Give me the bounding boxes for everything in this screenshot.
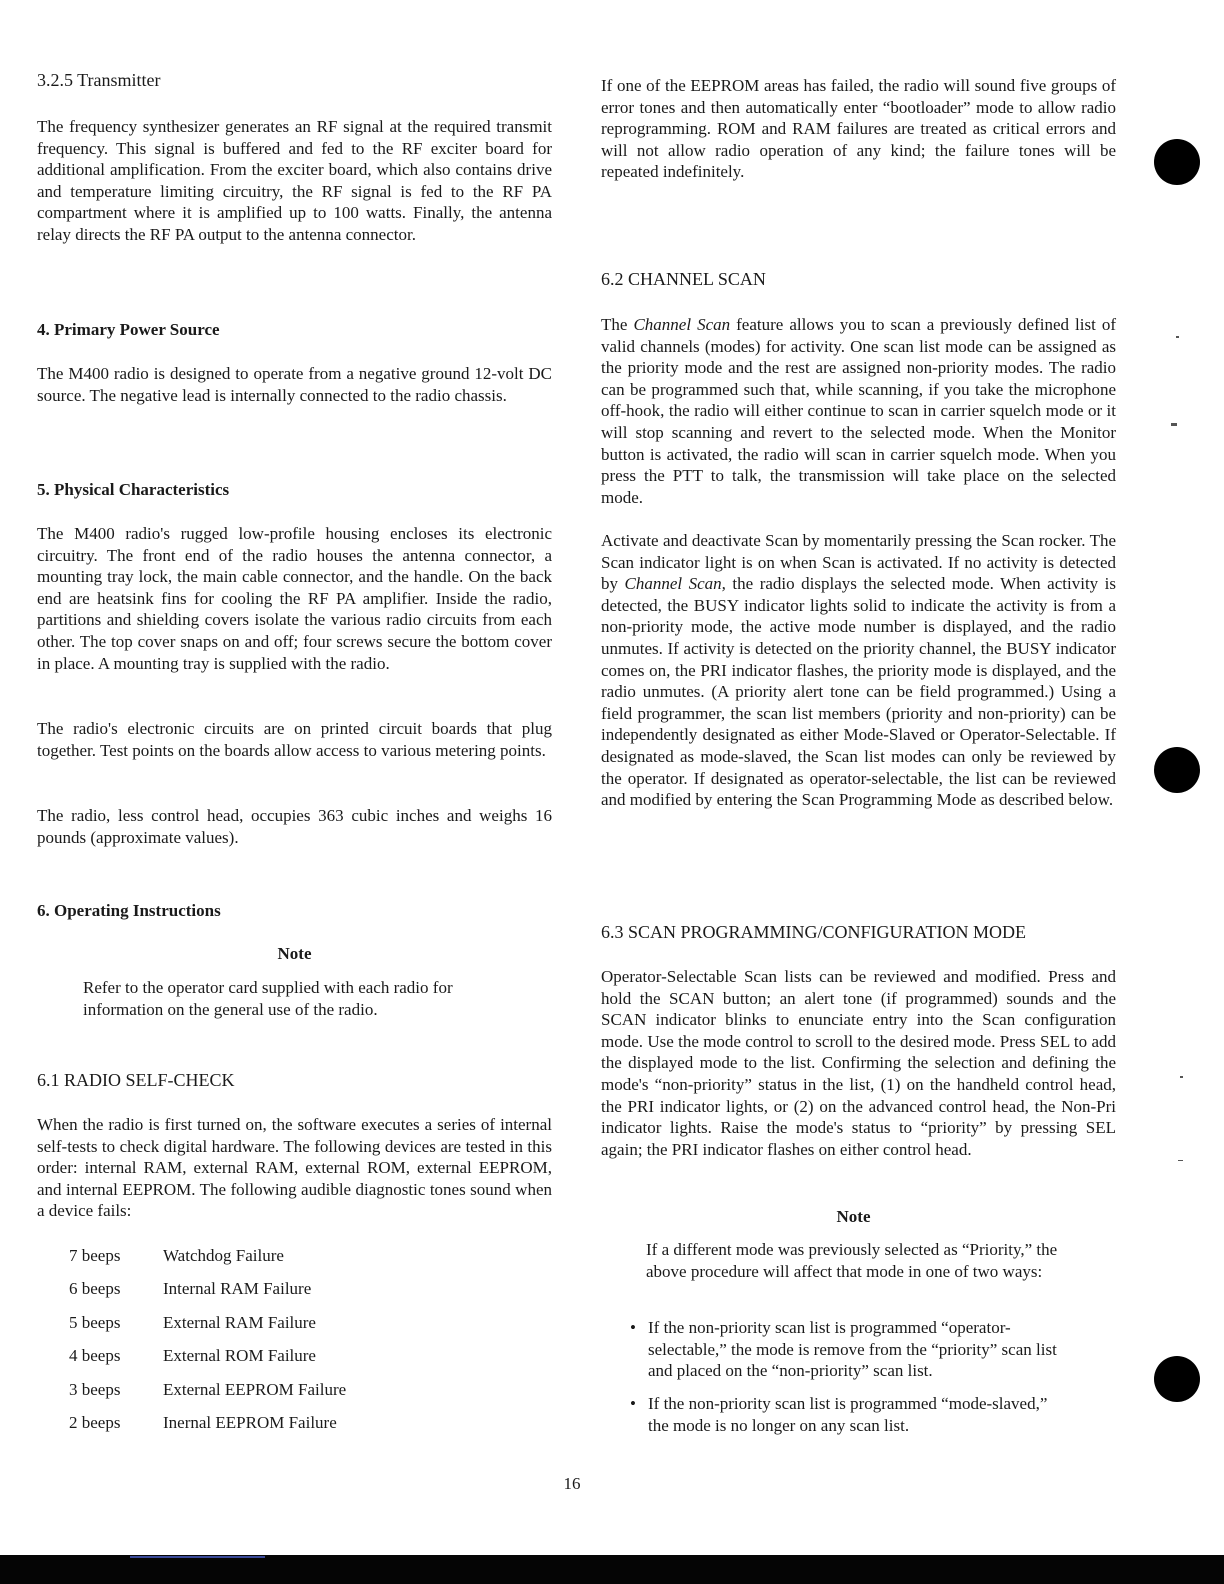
selfcheck-heading: 6.1 RADIO SELF-CHECK [37, 1070, 235, 1090]
scan-p1-lead: The [601, 315, 634, 334]
operating-heading: 6. Operating Instructions [37, 901, 221, 920]
punch-hole-icon [1154, 747, 1200, 793]
beeps-description: Internal RAM Failure [163, 1279, 312, 1298]
operating-note-title: Note [277, 944, 312, 963]
scan-speck [1178, 1160, 1183, 1161]
eeprom-paragraph: If one of the EEPROM areas has failed, the radio will sound five groups of error tones and then automatically enter “bootloader” mode to allow radio reprogramming. ROM and RAM failures are treated as critical errors and will not allow radio operation of any kind; the failure tones will be repeated indefinitely. [601, 76, 1116, 182]
channel-scan-paragraph-1 [601, 314, 1116, 508]
beeps-count: 4 beeps [69, 1346, 121, 1365]
bullet-icon: • [630, 1318, 636, 1337]
scan-config-note-title: Note [836, 1207, 871, 1226]
scan-p2-lead: Activate and deactivate Scan by momentarily pressing the Scan rocker. The Scan indicator light is on when Scan is activated. If no activity is detected by [601, 531, 1116, 594]
selfcheck-paragraph: When the radio is first turned on, the software executes a series of internal self-tests to check digital hardware. The following devices are tested in this order: internal RAM, external RAM, external ROM, external EEPROM, and internal EEPROM. The following audible diagnostic tones sound when a device fails: [37, 1115, 552, 1221]
power-heading: 4. Primary Power Source [37, 320, 220, 339]
scan-config-note-text: If a different mode was previously selected as “Priority,” the above procedure will affect that mode in one of two ways: [646, 1240, 1058, 1281]
transmitter-paragraph: The frequency synthesizer generates an RF signal at the required transmit frequency. This signal is buffered and fed to the RF exciter board for additional amplification. From the exciter board, which also contains drive and temperature limiting circuitry, the RF signal is fed to the RF PA compartment where it is amplified up to 100 watts. Finally, the antenna relay directs the RF PA output to the antenna connector. [37, 117, 552, 244]
punch-hole-icon [1154, 139, 1200, 185]
physical-paragraph-1: The M400 radio's rugged low-profile housing encloses its electronic circuitry. The front end of the radio houses the antenna connector, a mounting tray lock, the main cable connector, and the handle. On the back end are heatsink fins for cooling the RF PA amplifier. Inside the radio, partitions and shielding covers isolate the various radio circuits from each other. The top cover snaps on and off; four screws secure the bottom cover in place. A mounting tray is supplied with the radio. [37, 524, 552, 673]
scan-edge-line [130, 1556, 265, 1558]
channel-scan-term: Channel Scan [633, 315, 731, 334]
list-item [69, 1345, 489, 1369]
list-item [69, 1412, 489, 1436]
list-item [69, 1379, 489, 1403]
beeps-count: 5 beeps [69, 1313, 121, 1332]
scan-speck [1180, 1076, 1183, 1078]
bullet-text: If the non-priority scan list is programmed “mode-slaved,” the mode is no longer on any scan list. [648, 1394, 1048, 1435]
beeps-description: Inernal EEPROM Failure [163, 1413, 337, 1432]
channel-scan-term: Channel Scan, [624, 574, 726, 594]
beeps-count: 7 beeps [69, 1246, 121, 1265]
beeps-count: 3 beeps [69, 1380, 121, 1399]
list-item [69, 1278, 489, 1302]
bullet-icon: • [630, 1394, 636, 1413]
beeps-count: 2 beeps [69, 1413, 121, 1432]
scan-speck [1176, 336, 1179, 338]
list-item [630, 1317, 1062, 1382]
beeps-description: External EEPROM Failure [163, 1380, 347, 1399]
beeps-count: 6 beeps [69, 1279, 121, 1298]
channel-scan-heading: 6.2 CHANNEL SCAN [601, 269, 766, 289]
operating-note-text: Refer to the operator card supplied with each radio for information on the general use of the radio. [83, 978, 453, 1019]
physical-paragraph-2: The radio's electronic circuits are on printed circuit boards that plug together. Test points on the boards allow access to various metering points. [37, 719, 552, 760]
list-item [69, 1245, 489, 1269]
page-number: 16 [563, 1474, 581, 1493]
channel-scan-paragraph-2 [601, 530, 1116, 811]
scan-speck [1171, 423, 1177, 426]
transmitter-heading: 3.2.5 Transmitter [37, 70, 161, 90]
scan-config-heading: 6.3 SCAN PROGRAMMING/CONFIGURATION MODE [601, 922, 1027, 942]
beeps-description: External ROM Failure [163, 1346, 316, 1365]
physical-heading: 5. Physical Characteristics [37, 480, 230, 499]
list-item [69, 1312, 489, 1336]
beeps-description: External RAM Failure [163, 1313, 316, 1332]
scan-p1-body: feature allows you to scan a previously defined list of valid channels (modes) for activity. One scan list mode can be assigned as the priority mode and the rest are assigned non-priority modes. The radio can be programmed such that, while scanning, if you take the microphone off-hook, the radio will either continue to scan in carrier squelch mode or it will stop scanning and revert to the selected mode. When the Monitor button is activated, the radio will scan in carrier squelch mode. When you press the PTT to talk, the transmission will take place on the selected mode. [601, 315, 1116, 507]
list-item [630, 1393, 1062, 1436]
bullet-text: If the non-priority scan list is programmed “operator-selectable,” the mode is remove from the “priority” scan list and placed on the “non-priority” scan list. [648, 1318, 1057, 1381]
scan-config-paragraph: Operator-Selectable Scan lists can be reviewed and modified. Press and hold the SCAN button; an alert tone (if programmed) sounds and the SCAN indicator blinks to enunciate entry into the Scan configuration mode. Use the mode control to scroll to the desired mode. Press SEL to add the displayed mode to the list. Confirming the selection and defining the mode's “non-priority” status in the list, (1) on the handheld control head, the PRI indicator lights, or (2) on the advanced control head, the Non-Pri indicator lights. Raise the mode's status to “priority” by pressing SEL again; the PRI indicator flashes on either control head. [601, 967, 1116, 1159]
beeps-description: Watchdog Failure [163, 1246, 284, 1265]
punch-hole-icon [1154, 1356, 1200, 1402]
power-paragraph: The M400 radio is designed to operate from a negative ground 12-volt DC source. The negative lead is internally connected to the radio chassis. [37, 364, 552, 405]
scan-edge-bar [0, 1555, 1224, 1584]
scan-p2-body: the radio displays the selected mode. When activity is detected, the BUSY indicator lights solid to indicate the activity is from a non-priority mode, the active mode number is displayed, and the radio unmutes. If activity is detected on the priority channel, the BUSY indicator comes on, the PRI indicator flashes, the priority mode is displayed, and the radio unmutes. (A priority alert tone can be field programmed.) Using a field programmer, the scan list members (priority and non-priority) can be independently designated as either Mode-Slaved or Operator-Selectable. If designated as mode-slaved, the Scan list modes can only be reviewed by the operator. If designated as operator-selectable, the list can be reviewed and modified by entering the Scan Programming Mode as described below. [601, 574, 1117, 810]
physical-paragraph-3: The radio, less control head, occupies 363 cubic inches and weighs 16 pounds (approximate values). [37, 806, 552, 847]
